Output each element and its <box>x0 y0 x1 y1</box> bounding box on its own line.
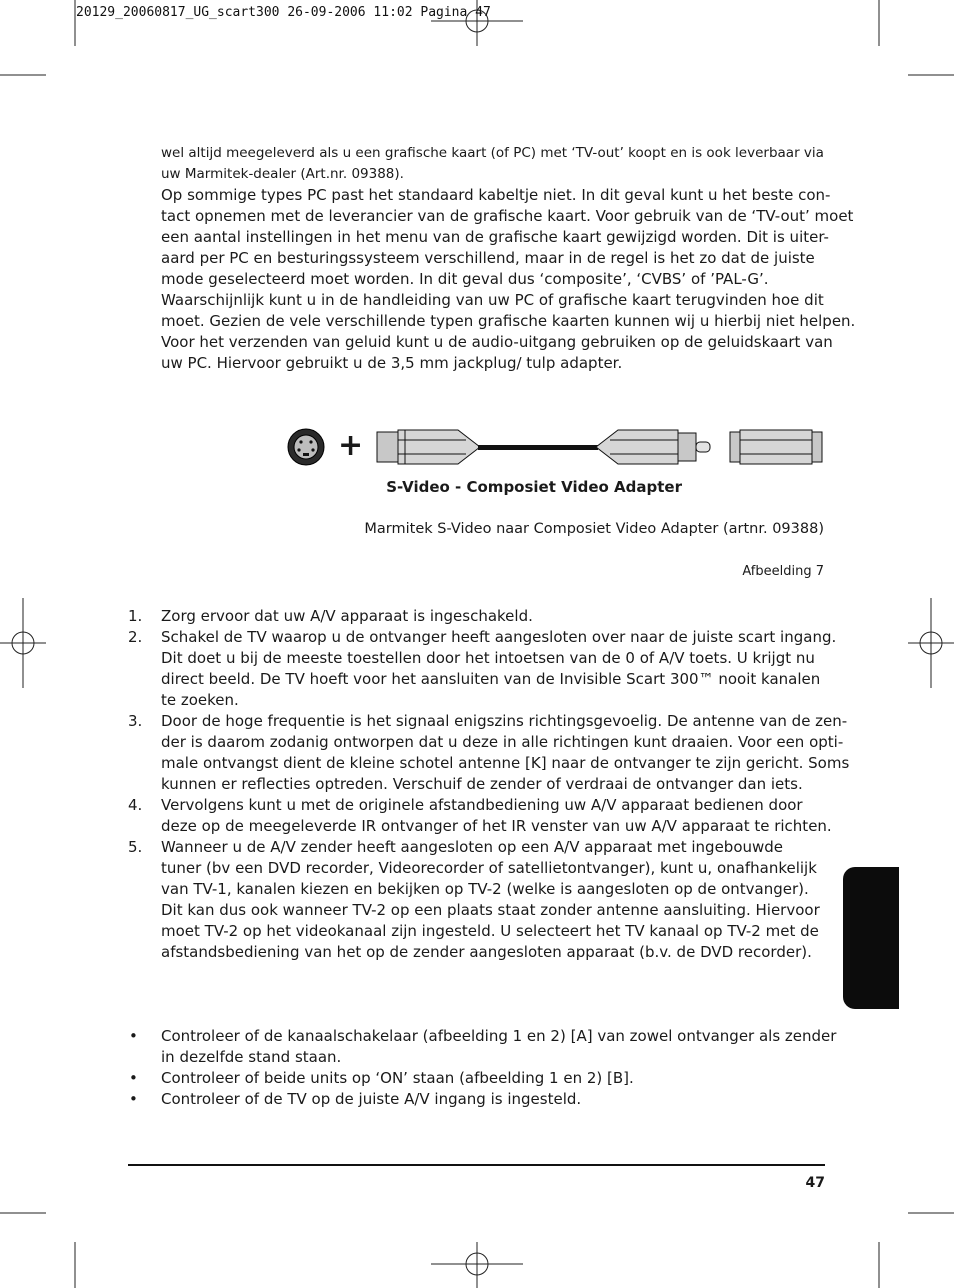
list-number: 2. <box>128 628 143 646</box>
figure-number: Afbeelding 7 <box>742 564 824 579</box>
text-line: Controleer of beide units op ‘ON’ staan (afbeelding 1 en 2) [B]. <box>161 1069 634 1087</box>
adapter-cable <box>478 445 598 450</box>
text-line: in dezelfde stand staan. <box>161 1048 342 1066</box>
list-number: 3. <box>128 712 143 730</box>
adapter-illustration <box>280 420 840 480</box>
text-line: Dit kan dus ook wanneer TV-2 op een plaats staat zonder antenne aansluiting. Hiervoor <box>161 901 820 919</box>
text-line: Zorg ervoor dat uw A/V apparaat is ingeschakeld. <box>161 607 533 625</box>
bullet-marker: • <box>129 1090 138 1108</box>
text-line: mode geselecteerd moet worden. In dit geval dus ‘composite’, ‘CVBS’ of ’PAL-G’. <box>161 270 769 288</box>
svideo-connector-icon <box>288 429 324 465</box>
text-line: Wanneer u de A/V zender heeft aangesloten op een A/V apparaat met ingebouwde <box>161 838 784 856</box>
text-line: direct beeld. De TV hoeft voor het aansluiten van de Invisible Scart 300™ nooit kanalen <box>161 670 821 688</box>
text-line: Door de hoge frequentie is het signaal enigszins richtingsgevoelig. De antenne van de zen- <box>161 712 848 730</box>
text-line: uw PC. Hiervoor gebruikt u de 3,5 mm jackplug/ tulp adapter. <box>161 354 623 372</box>
list-number: 4. <box>128 796 143 814</box>
text-line: uw Marmitek-dealer (Art.nr. 09388). <box>161 166 404 182</box>
text-line: van TV-1, kanalen kiezen en bekijken op TV-2 (welke is aangesloten op de ontvanger). <box>161 880 809 898</box>
list-item <box>128 795 832 837</box>
list-item <box>128 627 837 711</box>
text-line: deze op de meegeleverde IR ontvanger of het IR venster van uw A/V apparaat te richten. <box>161 817 832 835</box>
text-line: Controleer of de TV op de juiste A/V ingang is ingesteld. <box>161 1090 582 1108</box>
list-item <box>128 1068 828 1089</box>
text-line: Op sommige types PC past het standaard kabeltje niet. In dit geval kunt u het beste con- <box>161 186 831 204</box>
intro-note <box>161 143 827 185</box>
text-line: afstandsbediening van het op de zender aangesloten apparaat (b.v. de DVD recorder). <box>161 943 812 961</box>
composite-socket-icon <box>730 430 822 464</box>
list-item <box>128 1026 837 1068</box>
text-line: een aantal instellingen in het menu van de grafische kaart gewijzigd worden. Dit is uiter- <box>161 228 829 246</box>
text-line: moet. Gezien de vele verschillende typen grafische kaarten kunnen wij u hierbij niet helpen. <box>161 312 856 330</box>
plus-sign: + <box>338 428 364 463</box>
list-item <box>128 837 828 963</box>
text-line: Voor het verzenden van geluid kunt u de audio-uitgang gebruiken op de geluidskaart van <box>161 333 833 351</box>
text-line: tact opnemen met de leverancier van de grafische kaart. Voor gebruik van de ‘TV-out’ moet <box>161 207 854 225</box>
figure-caption: S-Video - Composiet Video Adapter <box>386 478 682 496</box>
chapter-tab <box>843 867 899 1009</box>
footer-rule <box>128 1164 825 1166</box>
text-line: moet TV-2 op het videokanaal zijn ingesteld. U selecteert het TV kanaal op TV-2 met de <box>161 922 819 940</box>
text-line: kunnen er reflecties optreden. Verschuif de zender of verdraai de ontvanger dan iets. <box>161 775 803 793</box>
registration-mark-left <box>0 598 46 688</box>
figure-description: Marmitek S-Video naar Composiet Video Adapter (artnr. 09388) <box>364 521 824 537</box>
text-line: Controleer of de kanaalschakelaar (afbeelding 1 en 2) [A] van zowel ontvanger als zender <box>161 1027 837 1045</box>
list-item <box>128 1089 828 1110</box>
text-line: Waarschijnlijk kunt u in de handleiding van uw PC of grafische kaart terugvinden hoe dit <box>161 291 824 309</box>
bullet-marker: • <box>129 1027 138 1045</box>
print-slug: 20129_20060817_UG_scart300 26-09-2006 11:02 Pagina 47 <box>76 5 491 20</box>
text-line: wel altijd meegeleverd als u een grafische kaart (of PC) met ‘TV-out’ koopt en is ook leverbaar via <box>161 145 824 161</box>
page-number: 47 <box>805 1175 825 1191</box>
list-item <box>128 711 850 795</box>
intro-paragraph <box>161 185 856 374</box>
list-number: 5. <box>128 838 143 856</box>
list-number: 1. <box>128 607 143 625</box>
bullet-marker: • <box>129 1069 138 1087</box>
steps-list <box>128 606 850 963</box>
composite-plug-icon <box>596 430 710 464</box>
registration-mark-right <box>908 598 954 688</box>
text-line: aard per PC en besturingssysteem verschillend, maar in de regel is het zo dat de juiste <box>161 249 815 267</box>
text-line: male ontvangst dient de kleine schotel antenne [K] naar de ontvanger te zijn gericht. Soms <box>161 754 850 772</box>
text-line: der is daarom zodanig ontworpen dat u deze in alle richtingen kunt draaien. Voor een opti- <box>161 733 844 751</box>
svideo-plug-icon <box>377 430 480 464</box>
checks-list <box>128 1026 837 1110</box>
text-line: Dit doet u bij de meeste toestellen door het intoetsen van de 0 of A/V toets. U krijgt nu <box>161 649 815 667</box>
text-line: Vervolgens kunt u met de originele afstandbediening uw A/V apparaat bedienen door <box>161 796 803 814</box>
list-item <box>128 606 828 627</box>
text-line: tuner (bv een DVD recorder, Videorecorder of satellietontvanger), kunt u, onafhankelijk <box>161 859 817 877</box>
registration-mark-bottom <box>431 1242 523 1288</box>
text-line: te zoeken. <box>161 691 239 709</box>
text-line: Schakel de TV waarop u de ontvanger heeft aangesloten over naar de juiste scart ingang. <box>161 628 837 646</box>
